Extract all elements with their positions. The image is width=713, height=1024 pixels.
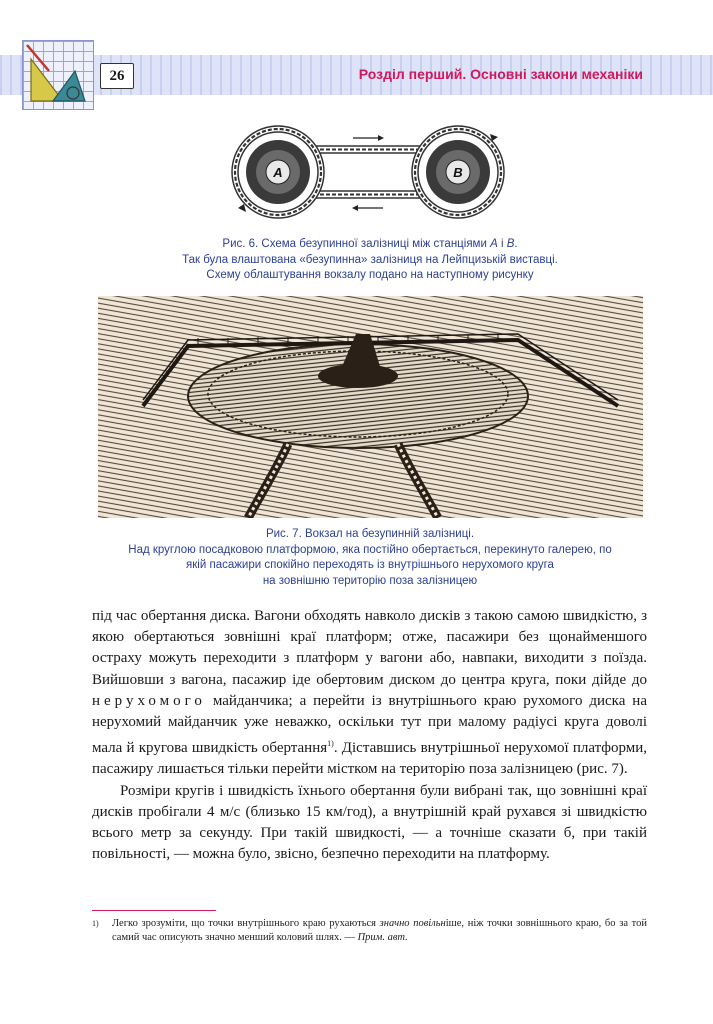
arrow-right-icon (353, 135, 384, 141)
footnote-divider (92, 910, 216, 911)
figure7-caption-line3: якій пасажири спокійно переходять із внутрішнього нерухомого круга (186, 559, 554, 571)
geometry-tools-icon (23, 41, 93, 109)
section-title: Розділ перший. Основні закони механіки (358, 66, 643, 82)
railway-scheme-figure (228, 112, 508, 232)
footnote-ref: 1) (327, 739, 334, 749)
figure7-caption-line2: Над круглою посадковою платформою, яка постійно обертається, перекинуто галерею, по (128, 543, 612, 556)
arrow-left-icon (352, 205, 383, 211)
page-number: 26 (100, 63, 134, 89)
station-a-label: A (273, 165, 283, 180)
figure6-caption-line1: Рис. 6. Схема безупинної залізниці між станціями A і B. (222, 238, 518, 250)
spaced-word: нерухомого (92, 692, 206, 709)
footnote (92, 917, 647, 945)
station-engraving-figure (98, 296, 643, 518)
figure7-caption-line4: на зовнішню територію поза залізницею (262, 574, 478, 587)
body-text (92, 606, 647, 865)
paragraph-1: під час обертання диска. Вагони обходять навколо дисків з такою самою швидкістю, з якою обертаються зовнішні краї платформ; отже, пасажири без щонайменшого остраху можуть переходити з платформ у вагони або, навпаки, виходити з поїзда. Вийшовши з вагона, пасажир іде обертовим диском до центра круга, поки дійде до нерухомого майданчика; а перейти із внутрішнього краю рухомого диска на нерухомий майданчик уже неважко, оскільки тут при малому радіусі круга доволі мала й кругова швидкість обертання$^{1)}$. Діставшись внутрішньої нерухомої платформи, пасажиру лишається тільки перейти містком на територію поза залізницею (рис. 7). (92, 608, 647, 778)
paragraph-2: Розміри кругів і швидкість їхнього обертання були вибрані так, що зовнішні краї дисків пробігали 4 м/с (близько 15 км/год), а внутрішній край рухався зі швидкістю всього метр за секунду. При такій швидкості, — а точніше сказати б, при такій повільності, — можна було, звісно, безпечно переходити на платформу. (92, 782, 647, 863)
station-b-label: B (453, 165, 463, 180)
figure6-caption-line3: Схему облаштування вокзалу подано на наступному рисунку (206, 269, 534, 281)
arrow-left-icon (238, 204, 246, 212)
section-logo (22, 40, 94, 110)
figure6-caption-line2: Так була влаштована «безупинна» залізниця на Лейпцизькій виставці. (182, 253, 558, 266)
figure7-caption (80, 527, 660, 589)
figure7-caption-line1: Рис. 7. Вокзал на безупинній залізниці. (265, 528, 475, 540)
footnote-mark: 1) (92, 919, 99, 928)
figure6-caption (80, 237, 660, 284)
footnote-text: Легко зрозуміти, що точки внутрішнього краю рухаються значно повільніше, ніж точки зовнішнього краю, бо за той самий час описують значно менший коловий шлях. — Прим. авт. (112, 918, 647, 943)
